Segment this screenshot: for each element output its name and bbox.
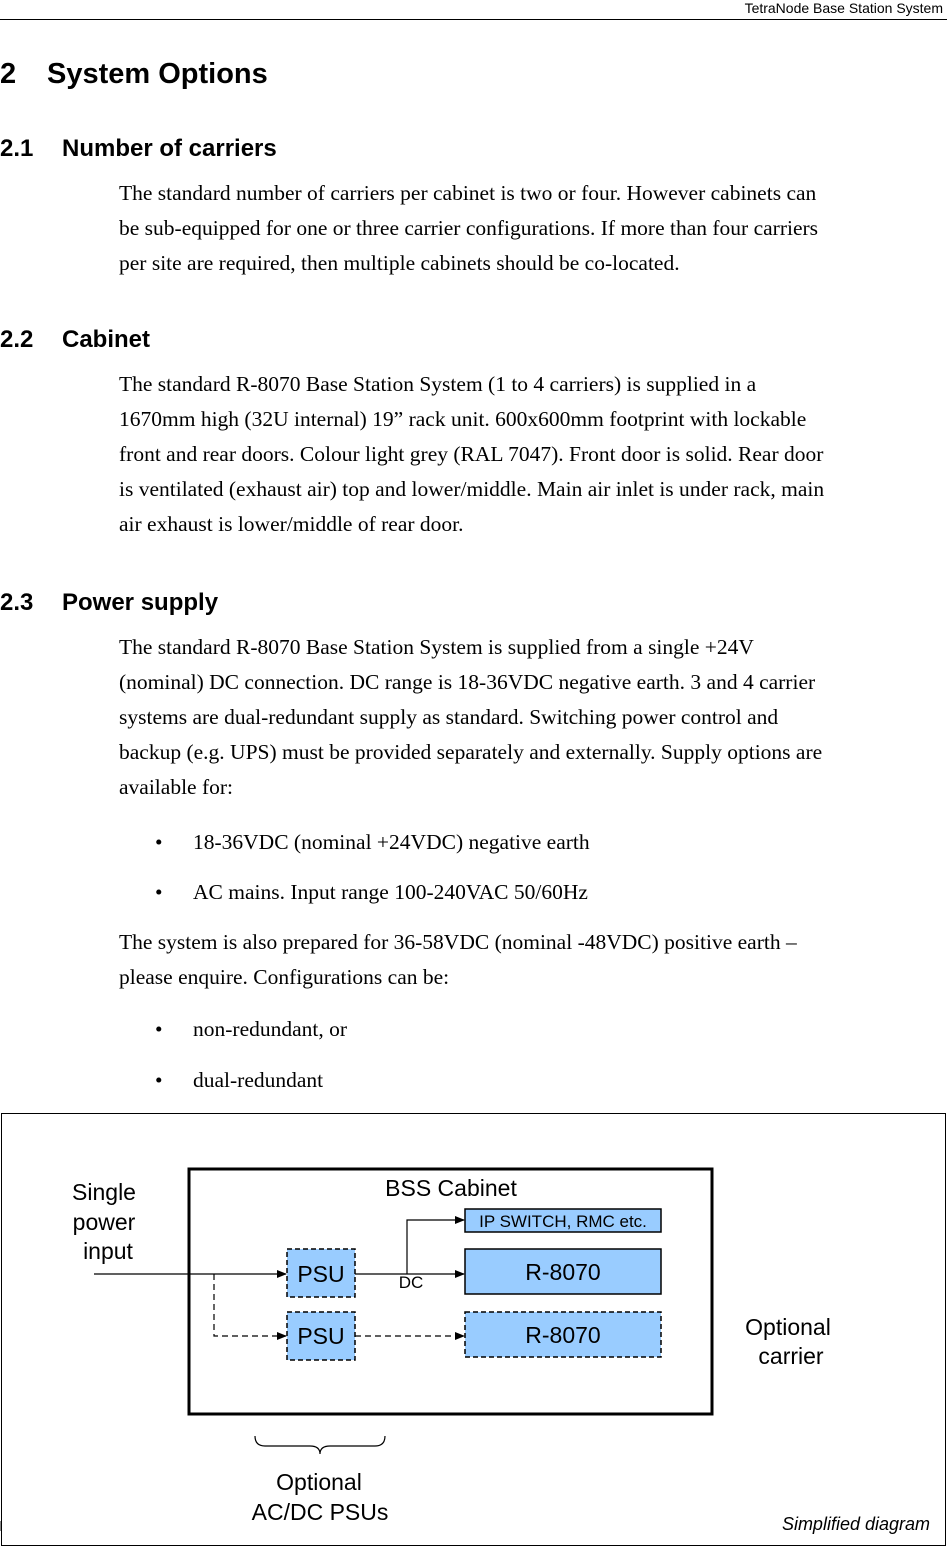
text-line: is ventilated (exhaust air) top and lower/middle. Main air inlet is under rack, main bbox=[119, 477, 825, 501]
text-line: (nominal) DC connection. DC range is 18-36VDC negative earth. 3 and 4 carrier bbox=[119, 670, 816, 694]
dc-line-ip bbox=[407, 1220, 464, 1274]
paragraph-power bbox=[119, 630, 947, 805]
subsection-number: 2.1 bbox=[0, 135, 34, 162]
paragraph-power-2 bbox=[119, 925, 947, 995]
carrier-label-1: R-8070 bbox=[525, 1259, 601, 1285]
bullet-icon: • bbox=[155, 1017, 163, 1041]
text-line: backup (e.g. UPS) must be provided separately and externally. Supply options are bbox=[119, 740, 823, 764]
ip-switch-label: IP SWITCH, RMC etc. bbox=[479, 1212, 647, 1231]
subsection-number: 2.3 bbox=[0, 589, 34, 616]
redundant-input-line bbox=[214, 1274, 286, 1336]
power-diagram bbox=[1, 1113, 946, 1546]
page-header bbox=[0, 0, 947, 20]
bullet-text: 18-36VDC (nominal +24VDC) negative earth bbox=[193, 830, 590, 854]
input-label-line: Single bbox=[72, 1179, 136, 1205]
text-line: The standard R-8070 Base Station System (1 to 4 carriers) is supplied in a bbox=[119, 372, 757, 396]
subsection-title: Number of carriers bbox=[62, 135, 277, 162]
section-number: 2 bbox=[0, 58, 17, 90]
bullet-text: non-redundant, or bbox=[193, 1017, 348, 1041]
text-line: The system is also prepared for 36-58VDC (nominal -48VDC) positive earth – bbox=[119, 930, 797, 954]
psu-label-2: PSU bbox=[297, 1323, 345, 1349]
text-line: air exhaust is lower/middle of rear door. bbox=[119, 512, 464, 536]
brace-icon bbox=[255, 1436, 385, 1454]
subsection-title: Cabinet bbox=[62, 326, 151, 353]
text-line: per site are required, then multiple cabinets should be co-located. bbox=[119, 251, 680, 275]
bullet-text: dual-redundant bbox=[193, 1068, 324, 1092]
diagram-svg bbox=[2, 1114, 947, 1547]
text-line: front and rear doors. Colour light grey (RAL 7047). Front door is solid. Rear door bbox=[119, 442, 824, 466]
subsection-heading-cabinet bbox=[0, 326, 150, 354]
input-label-line: power bbox=[72, 1209, 136, 1235]
optional-psu-label-line: Optional bbox=[276, 1469, 362, 1495]
text-line: The standard number of carriers per cabinet is two or four. However cabinets can bbox=[119, 181, 817, 205]
text-line: available for: bbox=[119, 775, 234, 799]
dc-label: DC bbox=[398, 1273, 424, 1292]
diagram-caption: Simplified diagram bbox=[781, 1514, 930, 1534]
psu-label-1: PSU bbox=[297, 1261, 345, 1287]
paragraph-carriers bbox=[119, 176, 947, 281]
header-title: TetraNode Base Station System bbox=[744, 0, 943, 16]
bullet-icon: • bbox=[155, 880, 163, 904]
optional-carrier-label-line: carrier bbox=[758, 1343, 824, 1369]
bullet-icon: • bbox=[155, 830, 163, 854]
text-line: please enquire. Configurations can be: bbox=[119, 965, 450, 989]
optional-psu-label-line: AC/DC PSUs bbox=[251, 1499, 389, 1525]
bullet-icon: • bbox=[155, 1068, 163, 1092]
subsection-number: 2.2 bbox=[0, 326, 34, 353]
carrier-label-2: R-8070 bbox=[525, 1322, 601, 1348]
text-line: be sub-equipped for one or three carrier configurations. If more than four carriers bbox=[119, 216, 819, 240]
margin-mark bbox=[0, 1521, 3, 1531]
paragraph-cabinet bbox=[119, 367, 947, 542]
bullet-text: AC mains. Input range 100-240VAC 50/60Hz bbox=[193, 880, 588, 904]
input-label-line: input bbox=[83, 1238, 133, 1264]
cabinet-label: BSS Cabinet bbox=[385, 1175, 517, 1201]
text-line: systems are dual-redundant supply as standard. Switching power control and bbox=[119, 705, 779, 729]
text-line: 1670mm high (32U internal) 19” rack unit. 600x600mm footprint with lockable bbox=[119, 407, 807, 431]
text-line: The standard R-8070 Base Station System is supplied from a single +24V bbox=[119, 635, 754, 659]
subsection-title: Power supply bbox=[62, 589, 219, 616]
section-heading bbox=[0, 58, 268, 91]
optional-carrier-label-line: Optional bbox=[745, 1314, 831, 1340]
subsection-heading-power bbox=[0, 589, 218, 617]
subsection-heading-carriers bbox=[0, 135, 277, 163]
section-title: System Options bbox=[47, 58, 268, 90]
